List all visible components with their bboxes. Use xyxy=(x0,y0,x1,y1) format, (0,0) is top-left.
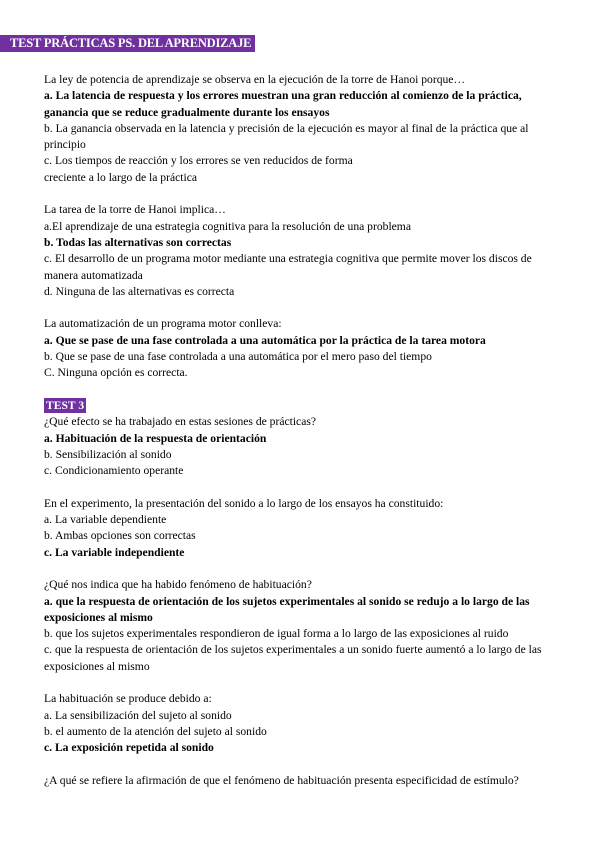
answer-option: c. que la respuesta de orientación de los sujetos experimentales a un sonido fuerte aumentó a lo largo de las exposiciones al mismo xyxy=(44,643,542,673)
answer-option-correct: a. La latencia de respuesta y los errores muestran una gran reducción al comienzo de la práctica, ganancia que se reduce gradualmente durante los ensayos xyxy=(44,89,522,119)
answer-option: b. que los sujetos experimentales respondieron de igual forma a lo largo de las exposiciones al ruido xyxy=(44,627,509,641)
question-4 xyxy=(44,398,564,479)
question-3 xyxy=(44,316,564,381)
question-stem: La automatización de un programa motor conlleva: xyxy=(44,317,282,331)
question-stem: La habituación se produce debido a: xyxy=(44,692,212,706)
answer-option: b. La ganancia observada en la latencia y precisión de la ejecución es mayor al final de la práctica que al principio xyxy=(44,121,529,152)
page-title: TEST PRÁCTICAS PS. DEL APRENDIZAJE xyxy=(0,35,255,52)
question-6 xyxy=(44,577,564,675)
answer-option: c. Los tiempos de reacción y los errores se ven reducidos de forma xyxy=(44,154,353,168)
document-body xyxy=(44,72,564,805)
question-stem: ¿Qué efecto se ha trabajado en estas sesiones de prácticas? xyxy=(44,415,317,429)
question-stem: La tarea de la torre de Hanoi implica… xyxy=(44,203,226,217)
answer-option: b. Sensibilización al sonido xyxy=(44,447,172,461)
answer-option: C. Ninguna opción es correcta. xyxy=(44,366,188,380)
answer-option: a.El aprendizaje de una estrategia cognitiva para la resolución de una problema xyxy=(44,219,411,233)
question-1 xyxy=(44,72,564,186)
answer-option-correct: a. que la respuesta de orientación de los sujetos experimentales al sonido se redujo a lo largo de las exposiciones al mismo xyxy=(44,594,530,624)
answer-option: a. La sensibilización del sujeto al sonido xyxy=(44,708,232,722)
question-stem: La ley de potencia de aprendizaje se observa en la ejecución de la torre de Hanoi porque… xyxy=(44,73,466,86)
answer-option: a. La variable dependiente xyxy=(44,513,167,527)
question-stem: ¿A qué se refiere la afirmación de que el fenómeno de habituación presenta especificidad de estímulo? xyxy=(44,773,519,787)
answer-option: c. El desarrollo de un programa motor mediante una estrategia cognitiva que permite mover los discos de manera automatizada xyxy=(44,252,532,282)
answer-option: b. Que se pase de una fase controlada a una automática por el mero paso del tiempo xyxy=(44,350,432,364)
answer-option-correct: a. Que se pase de una fase controlada a una automática por la práctica de la tarea motora xyxy=(44,333,486,347)
answer-option: b. Ambas opciones son correctas xyxy=(44,529,196,543)
answer-option: d. Ninguna de las alternativas es correcta xyxy=(44,284,235,298)
question-2 xyxy=(44,202,564,300)
question-stem: En el experimento, la presentación del sonido a lo largo de los ensayos ha constituido: xyxy=(44,496,444,510)
answer-option-correct: a. Habituación de la respuesta de orientación xyxy=(44,431,267,445)
question-7 xyxy=(44,691,564,756)
answer-option: b. el aumento de la atención del sujeto al sonido xyxy=(44,724,267,738)
answer-option-continued: creciente a lo largo de la práctica xyxy=(44,170,197,184)
answer-option: c. Condicionamiento operante xyxy=(44,464,184,478)
question-8 xyxy=(44,773,564,789)
answer-option-correct: c. La exposición repetida al sonido xyxy=(44,741,214,755)
section-tag: TEST 3 xyxy=(46,398,85,412)
answer-option-correct: c. La variable independiente xyxy=(44,545,185,559)
question-stem: ¿Qué nos indica que ha habido fenómeno de habituación? xyxy=(44,578,312,592)
answer-option-correct: b. Todas las alternativas son correctas xyxy=(44,235,232,249)
question-5 xyxy=(44,496,564,561)
